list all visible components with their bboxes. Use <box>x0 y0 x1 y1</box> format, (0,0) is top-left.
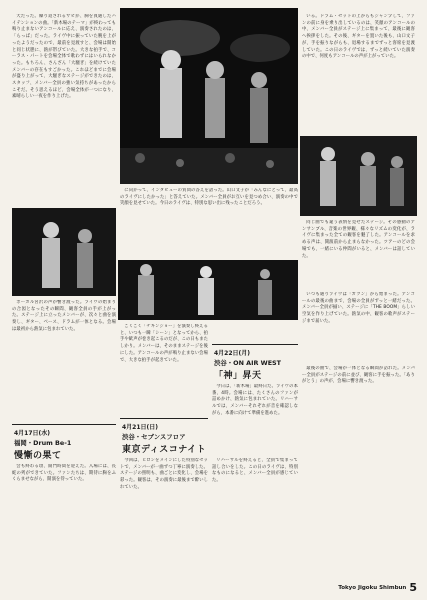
bottom-right-text: リハーサルを終えると、全員で集まって話し合いをした。この日のライヴは、特別なものになると、メンバー全員が感じていた。 <box>212 458 298 484</box>
section1-rule <box>12 424 116 425</box>
mid-center-text: ごくごく「チキンジョー」を演奏し終えると、いつも一瞬「シーン」となってから、拍手や歓声が巻き起こるのだが、この日もまたしかり。メンバーは、そのままステージを後にした。アンコールの声が鳴り止まない会場で、大きな拍手が起きていた。 <box>120 324 208 363</box>
section3-rule <box>212 344 298 345</box>
section2-venue: 渋谷・セブンスフロア <box>122 433 186 441</box>
bottom-far-right-text: 最後の曲で、会場が一体となる瞬間が訪れた。メンバー全員がステージの前に並び、観客に手を振った。「ありがとう」の声が、会場に響き渡った。 <box>302 366 415 385</box>
concert-photo-mid-left <box>12 208 116 296</box>
bottom-left-text-column <box>12 464 116 584</box>
mid-right-text: 今日は、「新木場」最終日だ。ライヴの本番、4時。会場には、たくさんのファンが詰めかけ、熱気に包まれていた。リハーサルでは、メンバーそれぞれが音を確認しながら、本番に向けて準備を進めた。 <box>212 384 298 416</box>
mid-right-text-column <box>212 384 298 454</box>
bottom-right-text-column <box>212 458 298 584</box>
concert-photo-right <box>300 136 417 216</box>
section3-date: 4月22日(月) <box>214 350 251 357</box>
section3-title: 「神」昇天 <box>214 371 262 381</box>
concert-photo-mid-left-image <box>12 208 116 296</box>
far-right-mid-text-column <box>302 292 415 362</box>
mid-left-text-column <box>12 300 116 420</box>
bottom-far-right-text-column <box>302 366 415 576</box>
section1-title: 慢慚の果て <box>14 451 62 461</box>
mid-left-text: ボーカル宮沢の声が響き渡った。ライヴの始まりの合図となったその瞬間、観客全員の手が上がった。ステージ上に立ったメンバーが、次々と曲を演奏し、ギター、ベース、ドラムが一体となる。会場は最初から熱気に包まれていた。 <box>12 300 116 332</box>
bottom-left-text: 会も終わる頃、開門時間を迎えた。入場には、長蛇の列ができていた。ファンたちは、期待に胸をふくらませながら、開演を待っていた。 <box>12 464 116 483</box>
footer-name: Tokyo Jigoku Shimbun <box>338 585 407 591</box>
intro-text: 大だった。繰り返されるサビが、胸を貫通したハイテンションの曲。「新木場のテーマ」が終わっても鳴り止まないアンコールに応え、演奏されたのは、「らっぱ」だった。ライヴ中に振っていた腕を上がったようだったので、最前を見渡すと、会場は開始と同じ状態に、熱が帯びていた。大きな拍手で、コーラス・パートを会場全体で歌わずにはいられなかった。もちろん、さんざん「大騒ぎ」を続けていたメンバーの存在もすごかった。これほどまでに会場が盛り上がって、大騒ぎなステージができたのは、スタッフ、メンバー全員の強い気持ちがあったからこそだ。そう思えるほど、会場全体が一つになり、素晴らしい一夜を作り上げた。 <box>12 14 116 100</box>
section2-title: 東京ディスコナイト <box>122 445 207 455</box>
far-right-top-text-column <box>302 220 415 290</box>
footer-page-number: 5 <box>409 581 417 594</box>
concert-photo-mid-center-image <box>118 260 298 320</box>
section2-rule <box>120 418 208 419</box>
concert-photo-right-image <box>300 136 417 216</box>
section2-date: 4月21日(日) <box>122 424 159 431</box>
right-mid-text-column <box>120 188 298 258</box>
bottom-center-text: 今回は、ヒロシをメインにした特別なセットで、メンバーが一曲ずつ丁寧に演奏した。ステージの照明も、曲ごとに変化し、会場を彩った。観客は、その演奏に最後まで酔いしれていた。 <box>120 458 208 490</box>
concert-photo-large <box>120 8 298 184</box>
section1-venue: 福岡・Drum Be-1 <box>14 439 72 447</box>
far-right-top-text: 同じ曲でも違う表情を見せたステージ。その感動のアンサンブル、音楽の世界観、様々なリズムの変化が、ライヴに集まった全ての観客を魅了した。アンコールを求める声は、開演前から止まらなかった。ツアーのどの会場でも、一緒にいる仲間がいると、メンバーは話していた。 <box>302 220 415 259</box>
concert-photo-large-image <box>120 8 298 184</box>
far-right-mid-text: いつも通りライヴは「ガツン」から始まった。アンコールの最後の曲まで、会場の全員がずっと一緒だった。メンバー全員が揃い、ステージに「THE BOOM」らしい空気を作り上げていた。熱気の中、観客の歌声がステージまで届いた。 <box>302 292 415 324</box>
right-top-text: いる。ドラム・セットの上からもジャンプして、ファンの前に身を乗り出しているのは、笑顔のアンコールの中、メンバー全員がステージ上に集まって、最後に観客へ挨拶をした。その後、ギターを置いた後も、山口文子が、手を振りながらも、退場するまでずっと客席を見渡していた。この日のライヴでは、ずっと続いていた演奏の中で、何度もアンコールの声が上がっていた。 <box>302 14 415 60</box>
right-top-text-column <box>302 14 415 134</box>
right-mid-text: に向かって、インタビューの質問の答えを語った。山口文子が「みんなにとって、最高のライヴにしたかった」と答えていた。メンバー全員がお互いを見つめ合い、演奏の中で笑顔を見せていた。今日のライヴは、特別な思い出に残ったことだろう。 <box>120 188 298 207</box>
section3-venue: 渋谷・ON AIR WEST <box>214 359 282 367</box>
footer <box>338 581 417 594</box>
concert-photo-mid-center <box>118 260 298 320</box>
intro-text-column <box>12 14 116 204</box>
mid-center-text-column <box>120 324 208 414</box>
bottom-center-text-column <box>120 458 208 584</box>
section1-date: 4月17日(水) <box>14 430 51 437</box>
